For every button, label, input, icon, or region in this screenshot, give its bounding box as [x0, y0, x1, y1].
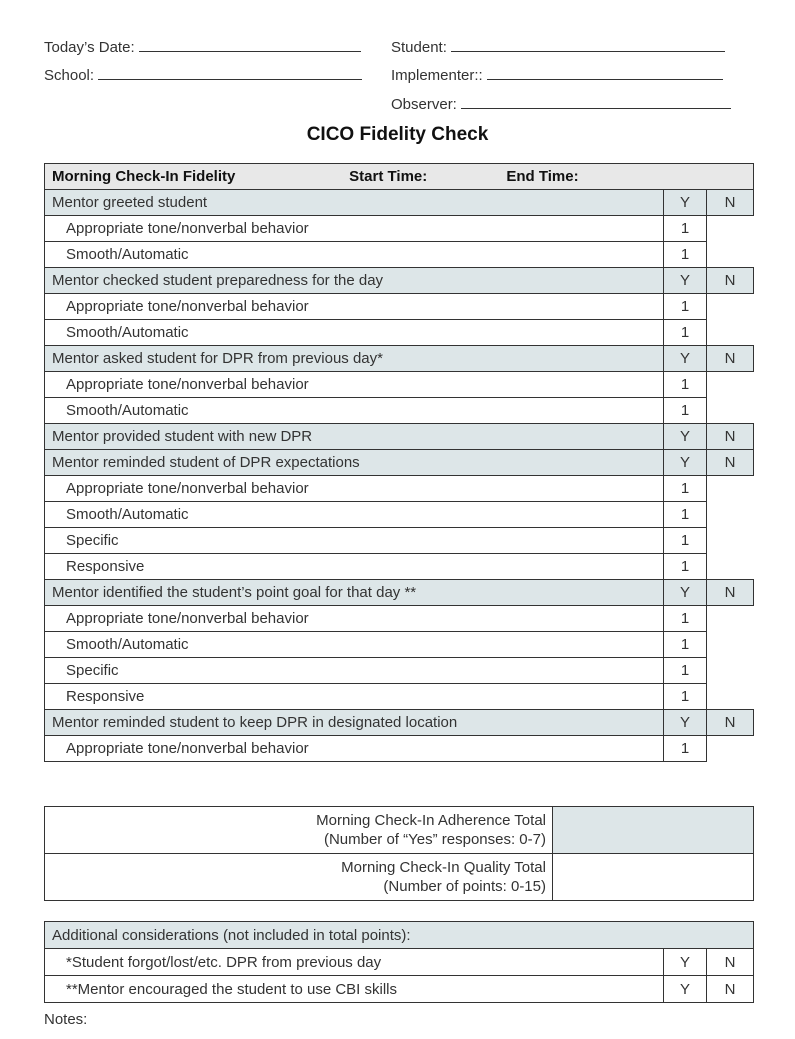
quality-points[interactable]: 1 [664, 658, 707, 684]
quality-label: Smooth/Automatic [45, 398, 664, 424]
adherence-total-label [45, 807, 553, 854]
criterion-no[interactable]: N [707, 268, 754, 294]
empty-cell [707, 684, 754, 710]
criterion-row [45, 424, 754, 450]
quality-points[interactable]: 1 [664, 528, 707, 554]
implementer-label: Implementer:: [391, 67, 483, 84]
criterion-label: Mentor asked student for DPR from previous day* [45, 346, 664, 372]
observer-field[interactable] [391, 94, 731, 113]
criterion-no[interactable]: N [707, 580, 754, 606]
empty-cell [707, 372, 754, 398]
additional-item-no[interactable]: N [707, 949, 754, 976]
student-label: Student: [391, 39, 447, 56]
quality-points[interactable]: 1 [664, 684, 707, 710]
quality-row [45, 320, 754, 346]
school-label: School: [44, 67, 95, 84]
section-header-row [45, 164, 754, 190]
criterion-row [45, 190, 754, 216]
quality-points[interactable]: 1 [664, 216, 707, 242]
quality-total-label [45, 854, 553, 901]
quality-label: Appropriate tone/nonverbal behavior [45, 294, 664, 320]
criterion-yes[interactable]: Y [664, 450, 707, 476]
adherence-total-range: (Number of “Yes” responses: 0-7) [323, 831, 546, 848]
additional-considerations-table [44, 921, 754, 1003]
quality-label: Appropriate tone/nonverbal behavior [45, 606, 664, 632]
quality-row [45, 502, 754, 528]
empty-cell [707, 216, 754, 242]
observer-label: Observer: [391, 96, 457, 113]
fidelity-table [44, 163, 754, 762]
totals-table [44, 806, 754, 901]
criterion-label: Mentor provided student with new DPR [45, 424, 664, 450]
quality-label: Appropriate tone/nonverbal behavior [45, 736, 664, 762]
quality-points[interactable]: 1 [664, 242, 707, 268]
additional-item-row [45, 949, 754, 976]
criterion-yes[interactable]: Y [664, 424, 707, 450]
quality-label: Smooth/Automatic [45, 502, 664, 528]
criterion-yes[interactable]: Y [664, 346, 707, 372]
additional-item-no[interactable]: N [707, 976, 754, 1003]
empty-cell [707, 528, 754, 554]
start-time-label: Start Time: [349, 168, 428, 185]
quality-label: Smooth/Automatic [45, 632, 664, 658]
additional-considerations-title: Additional considerations (not included in total points): [45, 922, 754, 949]
criterion-yes[interactable]: Y [664, 710, 707, 736]
quality-row [45, 632, 754, 658]
additional-item-yes[interactable]: Y [664, 976, 707, 1003]
quality-row [45, 606, 754, 632]
criterion-row [45, 268, 754, 294]
empty-cell [707, 242, 754, 268]
student-field[interactable] [391, 37, 725, 56]
notes-label: Notes: [44, 1011, 88, 1028]
empty-cell [707, 658, 754, 684]
quality-label: Specific [45, 658, 664, 684]
adherence-total-title: Morning Check-In Adherence Total [316, 812, 546, 829]
criterion-yes[interactable]: Y [664, 580, 707, 606]
quality-points[interactable]: 1 [664, 398, 707, 424]
quality-row [45, 216, 754, 242]
section-title: Morning Check-In Fidelity [52, 168, 236, 185]
quality-label: Smooth/Automatic [45, 242, 664, 268]
implementer-line[interactable] [487, 65, 723, 80]
todays-date-line[interactable] [139, 37, 361, 52]
additional-considerations-header-row [45, 922, 754, 949]
quality-points[interactable]: 1 [664, 554, 707, 580]
quality-row [45, 398, 754, 424]
quality-label: Appropriate tone/nonverbal behavior [45, 216, 664, 242]
criterion-label: Mentor greeted student [45, 190, 664, 216]
criterion-row [45, 580, 754, 606]
additional-item-yes[interactable]: Y [664, 949, 707, 976]
criterion-row [45, 346, 754, 372]
criterion-no[interactable]: N [707, 450, 754, 476]
todays-date-field[interactable] [44, 37, 361, 56]
empty-cell [707, 320, 754, 346]
criterion-row [45, 710, 754, 736]
observer-line[interactable] [461, 94, 731, 109]
quality-label: Smooth/Automatic [45, 320, 664, 346]
quality-label: Appropriate tone/nonverbal behavior [45, 372, 664, 398]
criterion-no[interactable]: N [707, 346, 754, 372]
criterion-row [45, 450, 754, 476]
quality-label: Responsive [45, 684, 664, 710]
school-field[interactable] [44, 65, 362, 84]
empty-cell [707, 476, 754, 502]
adherence-total-input[interactable] [553, 807, 754, 854]
empty-cell [707, 736, 754, 762]
criterion-no[interactable]: N [707, 190, 754, 216]
criterion-label: Mentor identified the student’s point goal for that day ** [45, 580, 664, 606]
quality-label: Specific [45, 528, 664, 554]
quality-row [45, 658, 754, 684]
empty-cell [707, 502, 754, 528]
quality-points[interactable]: 1 [664, 320, 707, 346]
criterion-label: Mentor checked student preparedness for the day [45, 268, 664, 294]
criterion-label: Mentor reminded student to keep DPR in designated location [45, 710, 664, 736]
quality-row [45, 684, 754, 710]
section-header [45, 164, 664, 190]
quality-total-input[interactable] [553, 854, 754, 901]
quality-points[interactable]: 1 [664, 632, 707, 658]
quality-row [45, 476, 754, 502]
empty-cell [707, 294, 754, 320]
end-time-label: End Time: [506, 168, 579, 185]
quality-points[interactable]: 1 [664, 476, 707, 502]
quality-label: Appropriate tone/nonverbal behavior [45, 476, 664, 502]
quality-row [45, 528, 754, 554]
quality-label: Responsive [45, 554, 664, 580]
empty-cell [707, 632, 754, 658]
criterion-yes[interactable]: Y [664, 190, 707, 216]
quality-points[interactable]: 1 [664, 606, 707, 632]
todays-date-label: Today’s Date: [44, 39, 135, 56]
quality-row [45, 372, 754, 398]
quality-row [45, 294, 754, 320]
quality-total-range: (Number of points: 0-15) [383, 878, 546, 895]
empty-cell [707, 606, 754, 632]
quality-row [45, 554, 754, 580]
additional-item-label: **Mentor encouraged the student to use CBI skills [45, 976, 664, 1003]
section-header-y-cell [664, 164, 707, 190]
quality-total-title: Morning Check-In Quality Total [341, 859, 546, 876]
page-title: CICO Fidelity Check [306, 124, 489, 145]
quality-row [45, 736, 754, 762]
school-line[interactable] [98, 65, 362, 80]
criterion-no[interactable]: N [707, 424, 754, 450]
quality-points[interactable]: 1 [664, 736, 707, 762]
adherence-total-row [45, 807, 754, 854]
criterion-yes[interactable]: Y [664, 268, 707, 294]
quality-points[interactable]: 1 [664, 372, 707, 398]
student-line[interactable] [451, 37, 725, 52]
criterion-label: Mentor reminded student of DPR expectations [45, 450, 664, 476]
quality-row [45, 242, 754, 268]
criterion-no[interactable]: N [707, 710, 754, 736]
quality-points[interactable]: 1 [664, 502, 707, 528]
additional-item-label: *Student forgot/lost/etc. DPR from previous day [45, 949, 664, 976]
additional-item-row [45, 976, 754, 1003]
implementer-field[interactable] [391, 65, 723, 84]
section-header-n-cell [707, 164, 754, 190]
empty-cell [707, 398, 754, 424]
empty-cell [707, 554, 754, 580]
quality-points[interactable]: 1 [664, 294, 707, 320]
quality-total-row [45, 854, 754, 901]
